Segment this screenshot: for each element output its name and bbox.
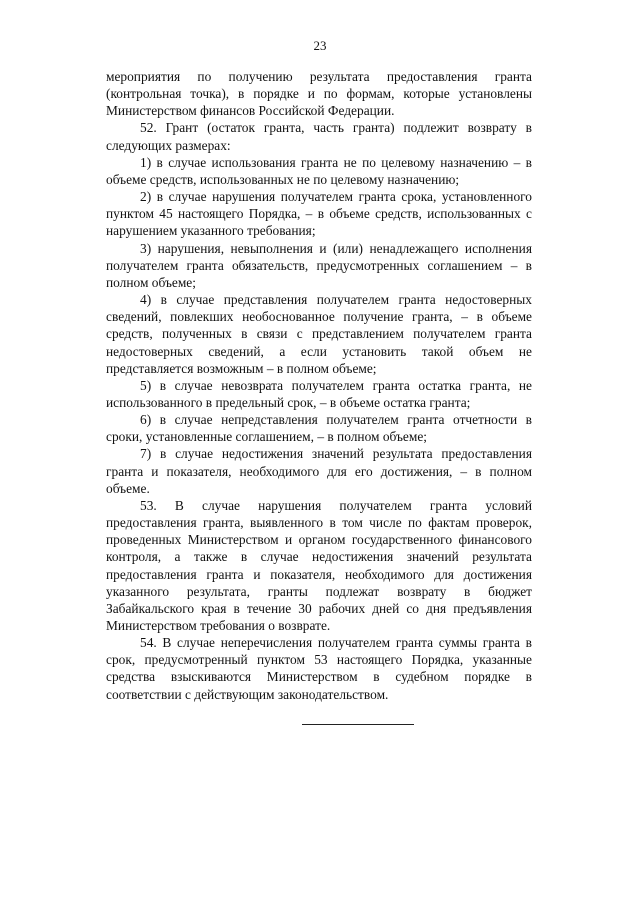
end-divider-line — [302, 724, 414, 725]
paragraph-53: 53. В случае нарушения получателем гранта условий предоставления гранта, выявленного в том числе по фактам проверок, проведенных Министерством и органом государственного финансового контроля, а также в случае недостижения значений результата предоставления гранта и показателя, необходимого для достижения указанного результата, гранты подлежат возврату в бюджет Забайкальского края в течение 30 рабочих дней со дня предъявления Министерством требования о возврате. — [106, 497, 532, 633]
list-item-1: 1) в случае использования гранта не по целевому назначению – в объеме средств, использованных не по целевому назначению; — [106, 154, 532, 187]
document-body — [106, 68, 532, 703]
paragraph-continuation: мероприятия по получению результата предоставления гранта (контрольная точка), в порядке и по формам, которые установлены Министерством финансов Российской Федерации. — [106, 69, 532, 119]
list-item-5: 5) в случае невозврата получателем гранта остатка гранта, не использованного в предельный срок, – в объеме остатка гранта; — [106, 377, 532, 410]
page-number: 23 — [313, 38, 327, 53]
paragraph-54: 54. В случае неперечисления получателем гранта суммы гранта в срок, предусмотренный пунктом 53 настоящего Порядка, указанные средства взыскиваются Министерством в судебном порядке в соответствии с действующим законодательством. — [106, 635, 532, 702]
list-item-3: 3) нарушения, невыполнения и (или) ненадлежащего исполнения получателем гранта обязательств, предусмотренных соглашением – в полном объеме; — [106, 240, 532, 290]
list-item-4: 4) в случае представления получателем гранта недостоверных сведений, повлекших необоснованное получение гранта, – в объеме средств, полученных в связи с представлением получателем гранта недостоверных сведений, а если установить такой объем не представляется возможным – в полном объеме; — [106, 292, 532, 376]
list-item-2: 2) в случае нарушения получателем гранта срока, установленного пунктом 45 настоящего Порядка, – в объеме средств, использованных с нарушением указанного требования; — [106, 189, 532, 239]
list-item-6: 6) в случае непредставления получателем гранта отчетности в сроки, установленные соглашением, – в полном объеме; — [106, 412, 532, 445]
paragraph-52: 52. Грант (остаток гранта, часть гранта) подлежит возврату в следующих размерах: — [106, 120, 532, 153]
list-item-7: 7) в случае недостижения значений результата предоставления гранта и показателя, необходимого для его достижения, – в полном объеме. — [106, 446, 532, 496]
